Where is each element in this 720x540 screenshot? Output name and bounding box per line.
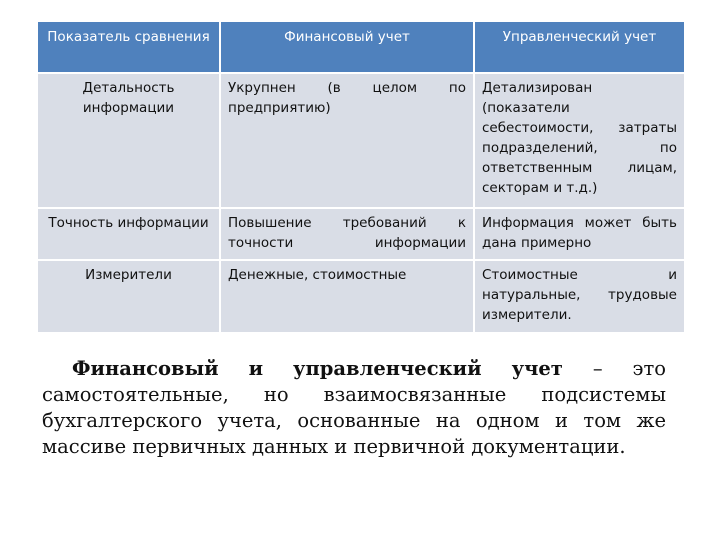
header-cell-criterion: Показатель сравнения	[38, 22, 220, 73]
table-cell: Стоимостные и натуральные, трудовые измерители.	[474, 260, 684, 332]
table-cell: Повышение требований к точности информации	[220, 208, 474, 260]
table-cell: Измерители	[38, 260, 220, 332]
table-row	[38, 73, 684, 208]
definition-paragraph	[42, 356, 666, 460]
term-and: и	[248, 357, 264, 380]
comparison-table	[38, 22, 684, 332]
table-cell: Денежные, стоимостные	[220, 260, 474, 332]
table-cell: Детализирован (показатели себестоимости, затраты подразделений, по ответственным лицам, секторам и т.д.)	[474, 73, 684, 208]
table-row	[38, 260, 684, 332]
header-cell-managerial: Управленческий учет	[474, 22, 684, 73]
term-accounting: учет	[511, 357, 563, 380]
header-cell-financial: Финансовый учет	[220, 22, 474, 73]
table-cell: Укрупнен (в целом по предприятию)	[220, 73, 474, 208]
table-cell: Информация может быть дана примерно	[474, 208, 684, 260]
table-cell: Детальность информации	[38, 73, 220, 208]
term-managerial: управленческий	[293, 357, 482, 380]
term-financial: Финансовый	[72, 357, 219, 380]
paragraph-body: – это самостоятельные, но взаимосвязанные подсистемы бухгалтерского учета, основанные на одном и том же массиве первичных данных и первичной документации.	[42, 357, 667, 458]
table-row	[38, 208, 684, 260]
table-cell: Точность информации	[38, 208, 220, 260]
table-header-row	[38, 22, 684, 73]
